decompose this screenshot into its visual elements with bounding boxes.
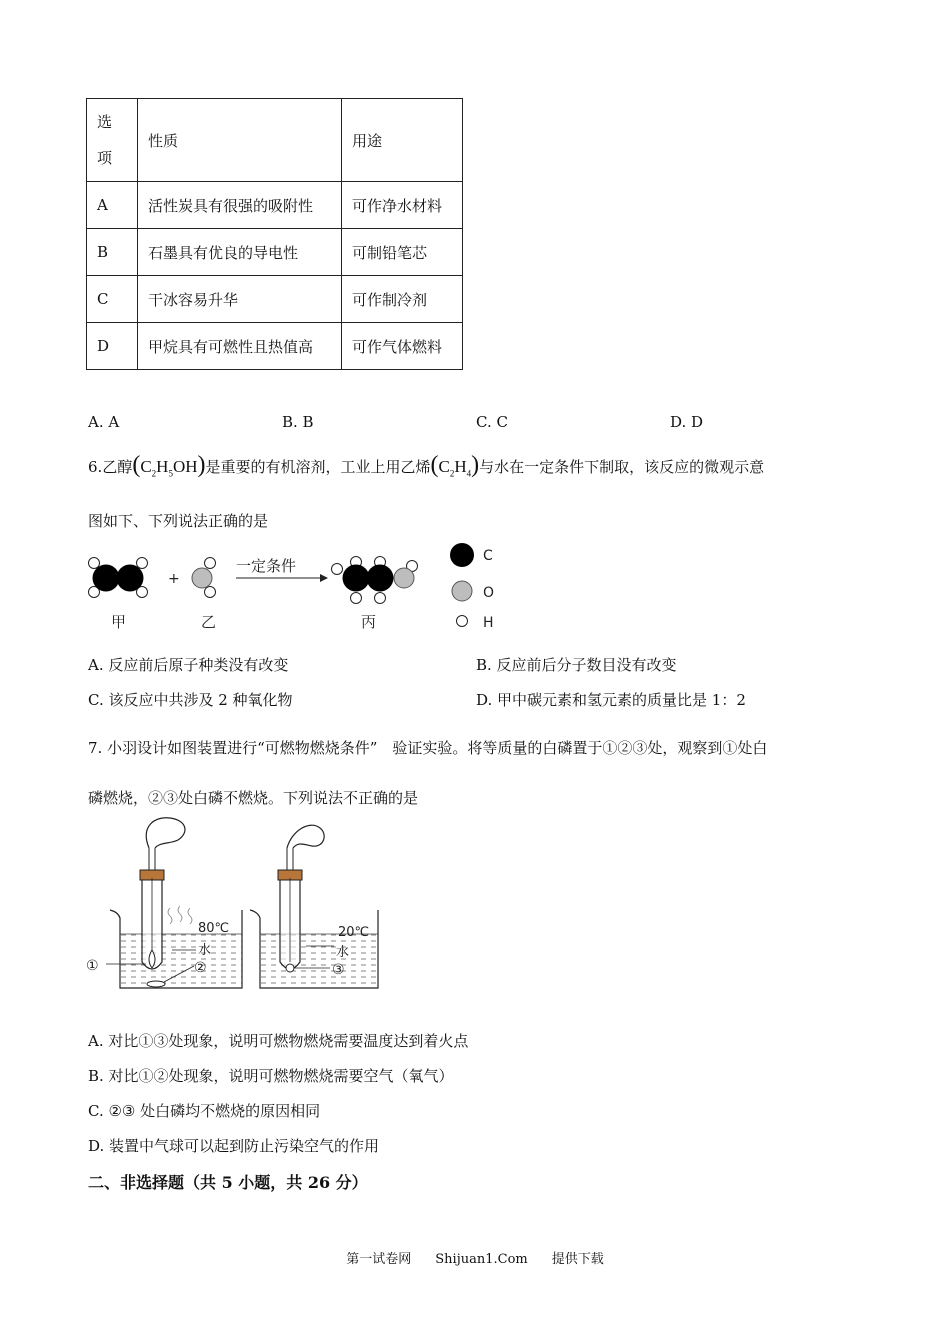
properties-table bbox=[86, 98, 463, 370]
formula-element: C bbox=[438, 457, 450, 476]
header-option-line2: 项 bbox=[97, 149, 113, 167]
formula-subscript: 4 bbox=[466, 468, 472, 479]
q6-text-c: 与水在一定条件下制取，该反应的微观示意 bbox=[479, 458, 765, 476]
legend-oxygen-icon bbox=[452, 581, 472, 601]
beaker-2 bbox=[250, 825, 378, 988]
q6-stem-line1 bbox=[88, 452, 764, 479]
legend-hydrogen-label: H bbox=[483, 615, 494, 631]
ethanol-formula: $(C_2H_5OH)$ bbox=[132, 452, 206, 479]
water-label-2: 水 bbox=[336, 945, 350, 960]
row-use: 可作制冷剂 bbox=[342, 276, 463, 323]
temp-20: 20℃ bbox=[338, 925, 370, 940]
label-jia: 甲 bbox=[111, 613, 127, 631]
formula-subscript: 5 bbox=[168, 468, 173, 479]
q7-option-b[interactable]: B. 对比①②处现象，说明可燃物燃烧需要空气（氧气） bbox=[88, 1067, 454, 1085]
table-row bbox=[87, 229, 463, 276]
condition-label: 一定条件 bbox=[236, 557, 297, 575]
beaker-1 bbox=[86, 818, 242, 988]
q5-option-a[interactable]: A. A bbox=[88, 413, 120, 431]
page-footer bbox=[0, 1248, 950, 1267]
table-header-row bbox=[87, 99, 463, 182]
q5-option-c[interactable]: C. C bbox=[476, 413, 508, 431]
formula-element: H bbox=[454, 457, 467, 476]
q6-option-b[interactable]: B. 反应前后分子数目没有改变 bbox=[476, 656, 677, 674]
q5-option-b[interactable]: B. B bbox=[282, 413, 314, 431]
balloon-2 bbox=[287, 825, 324, 848]
legend-oxygen-label: O bbox=[483, 585, 495, 601]
header-property: 性质 bbox=[138, 99, 342, 182]
formula-subscript: 2 bbox=[449, 468, 455, 479]
molecule-bing bbox=[332, 557, 418, 604]
ethylene-formula: $(C_2H_4)$ bbox=[430, 452, 480, 479]
q6-text-a: 乙醇 bbox=[102, 458, 133, 476]
row-property: 活性炭具有很强的吸附性 bbox=[138, 182, 342, 229]
formula-element: C bbox=[140, 457, 152, 476]
footer-suffix: 提供下载 bbox=[551, 1252, 604, 1267]
row-use: 可制铅笔芯 bbox=[342, 229, 463, 276]
formula-element: OH bbox=[172, 457, 198, 476]
row-use: 可作气体燃料 bbox=[342, 323, 463, 370]
apparatus-diagram bbox=[80, 812, 390, 1002]
mark-3: ③ bbox=[332, 962, 345, 978]
label-yi: 乙 bbox=[201, 613, 217, 631]
q7-stem-line1: 7. 小羽设计如图装置进行“可燃物燃烧条件” 验证实验。将等质量的白磷置于①②③处，观察到①处白 bbox=[88, 739, 768, 757]
label-bing: 丙 bbox=[361, 613, 377, 631]
temp-80: 80℃ bbox=[198, 921, 230, 936]
table-row bbox=[87, 276, 463, 323]
q5-option-d[interactable]: D. D bbox=[670, 413, 704, 431]
q6-option-c[interactable]: C. 该反应中共涉及 2 种氧化物 bbox=[88, 691, 293, 709]
q7-stem-line2: 磷燃烧，②③处白磷不燃烧。下列说法不正确的是 bbox=[88, 789, 419, 807]
row-option: C bbox=[87, 276, 138, 323]
section-2-heading: 二、非选择题（共 5 小题，共 26 分） bbox=[88, 1173, 368, 1192]
mark-1: ① bbox=[86, 958, 99, 974]
plus-sign: + bbox=[168, 571, 180, 587]
q6-text-b: 是重要的有机溶剂，工业上用乙烯 bbox=[205, 458, 431, 476]
balloon-1 bbox=[146, 818, 185, 848]
water-label-1: 水 bbox=[198, 943, 212, 958]
mark-2: ② bbox=[194, 960, 207, 976]
arrow-head bbox=[320, 574, 328, 582]
reaction-diagram bbox=[80, 538, 520, 638]
header-option-line1: 选 bbox=[97, 113, 113, 131]
row-property: 石墨具有优良的导电性 bbox=[138, 229, 342, 276]
q7-option-c[interactable]: C. ②③ 处白磷均不燃烧的原因相同 bbox=[88, 1102, 321, 1120]
table-row bbox=[87, 323, 463, 370]
row-use: 可作净水材料 bbox=[342, 182, 463, 229]
molecule-jia bbox=[89, 558, 148, 598]
row-option: B bbox=[87, 229, 138, 276]
q7-option-d[interactable]: D. 装置中气球可以起到防止污染空气的作用 bbox=[88, 1137, 380, 1155]
table-row bbox=[87, 182, 463, 229]
legend-hydrogen-icon bbox=[457, 616, 468, 627]
legend-carbon-label: C bbox=[483, 548, 493, 564]
q6-stem-line2: 图如下、下列说法正确的是 bbox=[88, 512, 269, 530]
row-property: 甲烷具有可燃性且热值高 bbox=[138, 323, 342, 370]
q7-option-a[interactable]: A. 对比①③处现象，说明可燃物燃烧需要温度达到着火点 bbox=[88, 1032, 469, 1050]
molecule-yi bbox=[192, 558, 216, 598]
legend-carbon-icon bbox=[450, 543, 474, 567]
footer-site-cn: 第一试卷网 bbox=[346, 1252, 412, 1267]
header-option bbox=[87, 99, 138, 182]
row-property: 干冰容易升华 bbox=[138, 276, 342, 323]
row-option: A bbox=[87, 182, 138, 229]
formula-element: H bbox=[156, 457, 169, 476]
row-option: D bbox=[87, 323, 138, 370]
q6-number: 6. bbox=[88, 458, 103, 476]
formula-subscript: 2 bbox=[151, 468, 157, 479]
footer-site-en[interactable]: Shijuan1.Com bbox=[435, 1252, 528, 1267]
legend bbox=[450, 543, 494, 631]
q6-option-a[interactable]: A. 反应前后原子种类没有改变 bbox=[88, 656, 289, 674]
header-use: 用途 bbox=[342, 99, 463, 182]
q6-option-d[interactable]: D. 甲中碳元素和氢元素的质量比是 1：2 bbox=[476, 691, 746, 709]
